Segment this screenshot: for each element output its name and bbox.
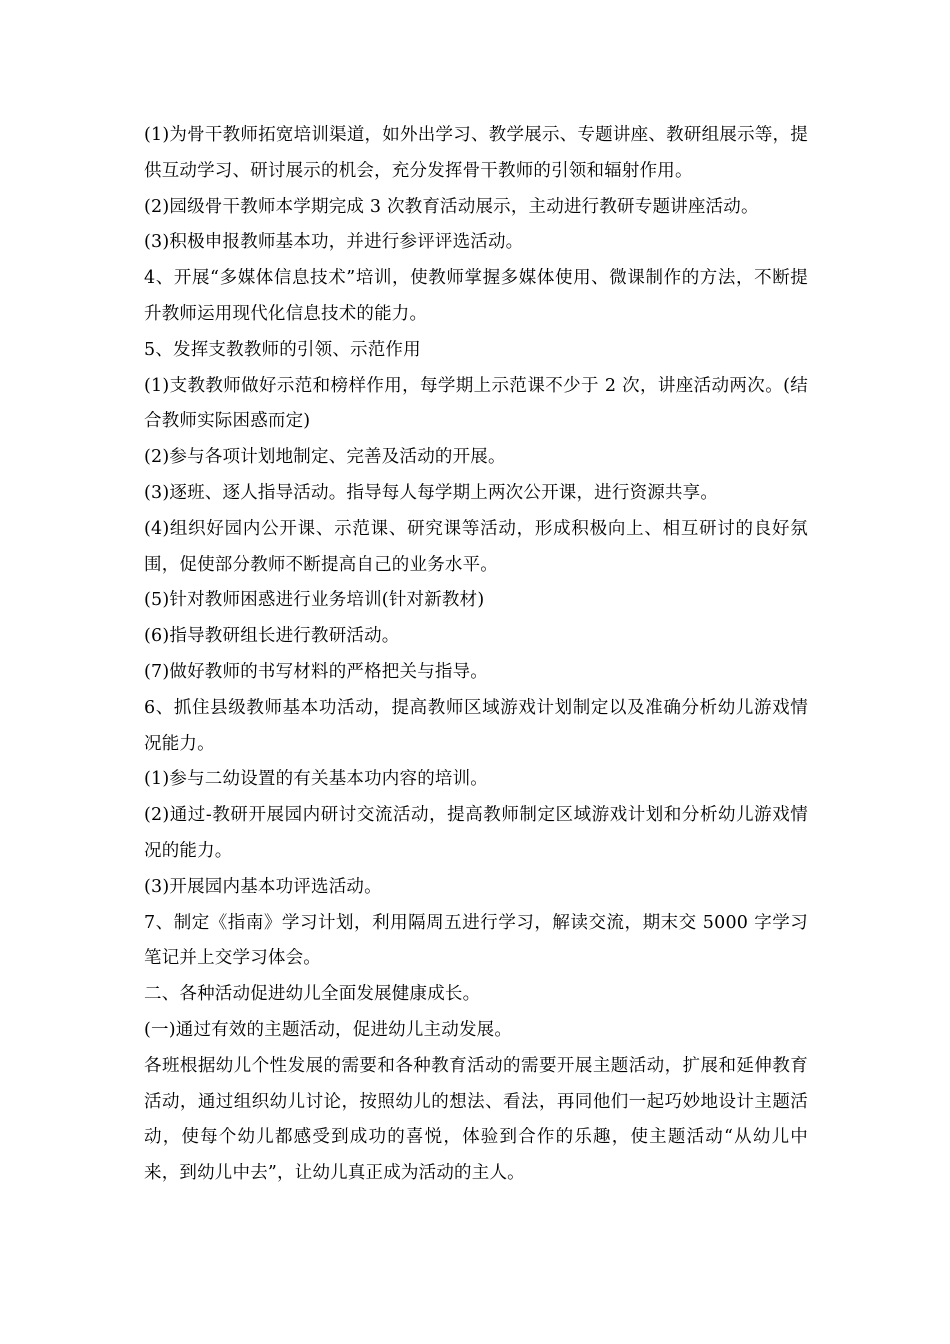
paragraph-theme-activities-body: 各班根据幼儿个性发展的需要和各种教育活动的需要开展主题活动，扩展和延伸教育活动，通过组织幼儿讨论，按照幼儿的想法、看法，再同他们一起巧妙地设计主题活动，使每个幼儿都感受到成功的喜悦，体验到合作的乐趣，使主题活动“从幼儿中来，到幼儿中去”，让幼儿真正成为活动的主人。 [144,1055,808,1184]
paragraph-multimedia-training: 4、开展“多媒体信息技术”培训，使教师掌握多媒体使用、微课制作的方法，不断提升教师运用现代化信息技术的能力。 [144,268,808,324]
paragraph-plan-participation: (2)参与各项计划地制定、完善及活动的开展。 [144,447,506,468]
paragraph-research-group-guidance: (6)指导教研组长进行教研活动。 [144,626,400,647]
section-heading-child-development: 二、各种活动促进幼儿全面发展健康成长。 [144,984,481,1005]
document-body [144,118,808,1192]
subsection-heading-theme-activities: (一)通过有效的主题活动，促进幼儿主动发展。 [144,1019,513,1040]
paragraph-guide-study-plan: 7、制定《指南》学习计划，利用隔周五进行学习，解读交流，期末交 5000 字学习笔记并上交学习体会。 [144,912,808,969]
paragraph-open-classes: (4)组织好园内公开课、示范课、研究课等活动，形成积极向上、相互研讨的良好氛围，促使部分教师不断提高自己的业务水平。 [144,518,808,575]
paragraph-backbone-demonstrations: (2)园级骨干教师本学期完成 3 次教育活动展示，主动进行教研专题讲座活动。 [144,196,759,217]
paragraph-county-basic-skills: 6、抓住县级教师基本功活动，提高教师区域游戏计划制定以及准确分析幼儿游戏情况能力。 [144,697,808,754]
paragraph-business-training: (5)针对教师困惑进行业务培训(针对新教材) [144,590,485,611]
paragraph-support-teachers-model: (1)支教教师做好示范和榜样作用，每学期上示范课不少于 2 次，讲座活动两次。(结合教师实际困惑而定) [144,375,808,432]
paragraph-support-teachers-heading: 5、发挥支教教师的引领、示范作用 [144,339,421,360]
paragraph-skills-selection: (3)开展园内基本功评选活动。 [144,876,382,897]
paragraph-class-guidance: (3)逐班、逐人指导活动。指导每人每学期上两次公开课，进行资源共享。 [144,482,719,503]
paragraph-writing-materials: (7)做好教师的书写材料的严格把关与指导。 [144,661,488,682]
paragraph-basic-skills-training: (1)参与二幼设置的有关基本功内容的培训。 [144,769,488,790]
paragraph-basic-skills-application: (3)积极申报教师基本功，并进行参评评选活动。 [144,232,524,253]
paragraph-backbone-training-channels: (1)为骨干教师拓宽培训渠道，如外出学习、教学展示、专题讲座、教研组展示等，提供互动学习、研讨展示的机会，充分发挥骨干教师的引领和辐射作用。 [144,125,808,181]
paragraph-research-exchange: (2)通过-教研开展园内研讨交流活动，提高教师制定区域游戏计划和分析幼儿游戏情况的能力。 [144,805,808,861]
